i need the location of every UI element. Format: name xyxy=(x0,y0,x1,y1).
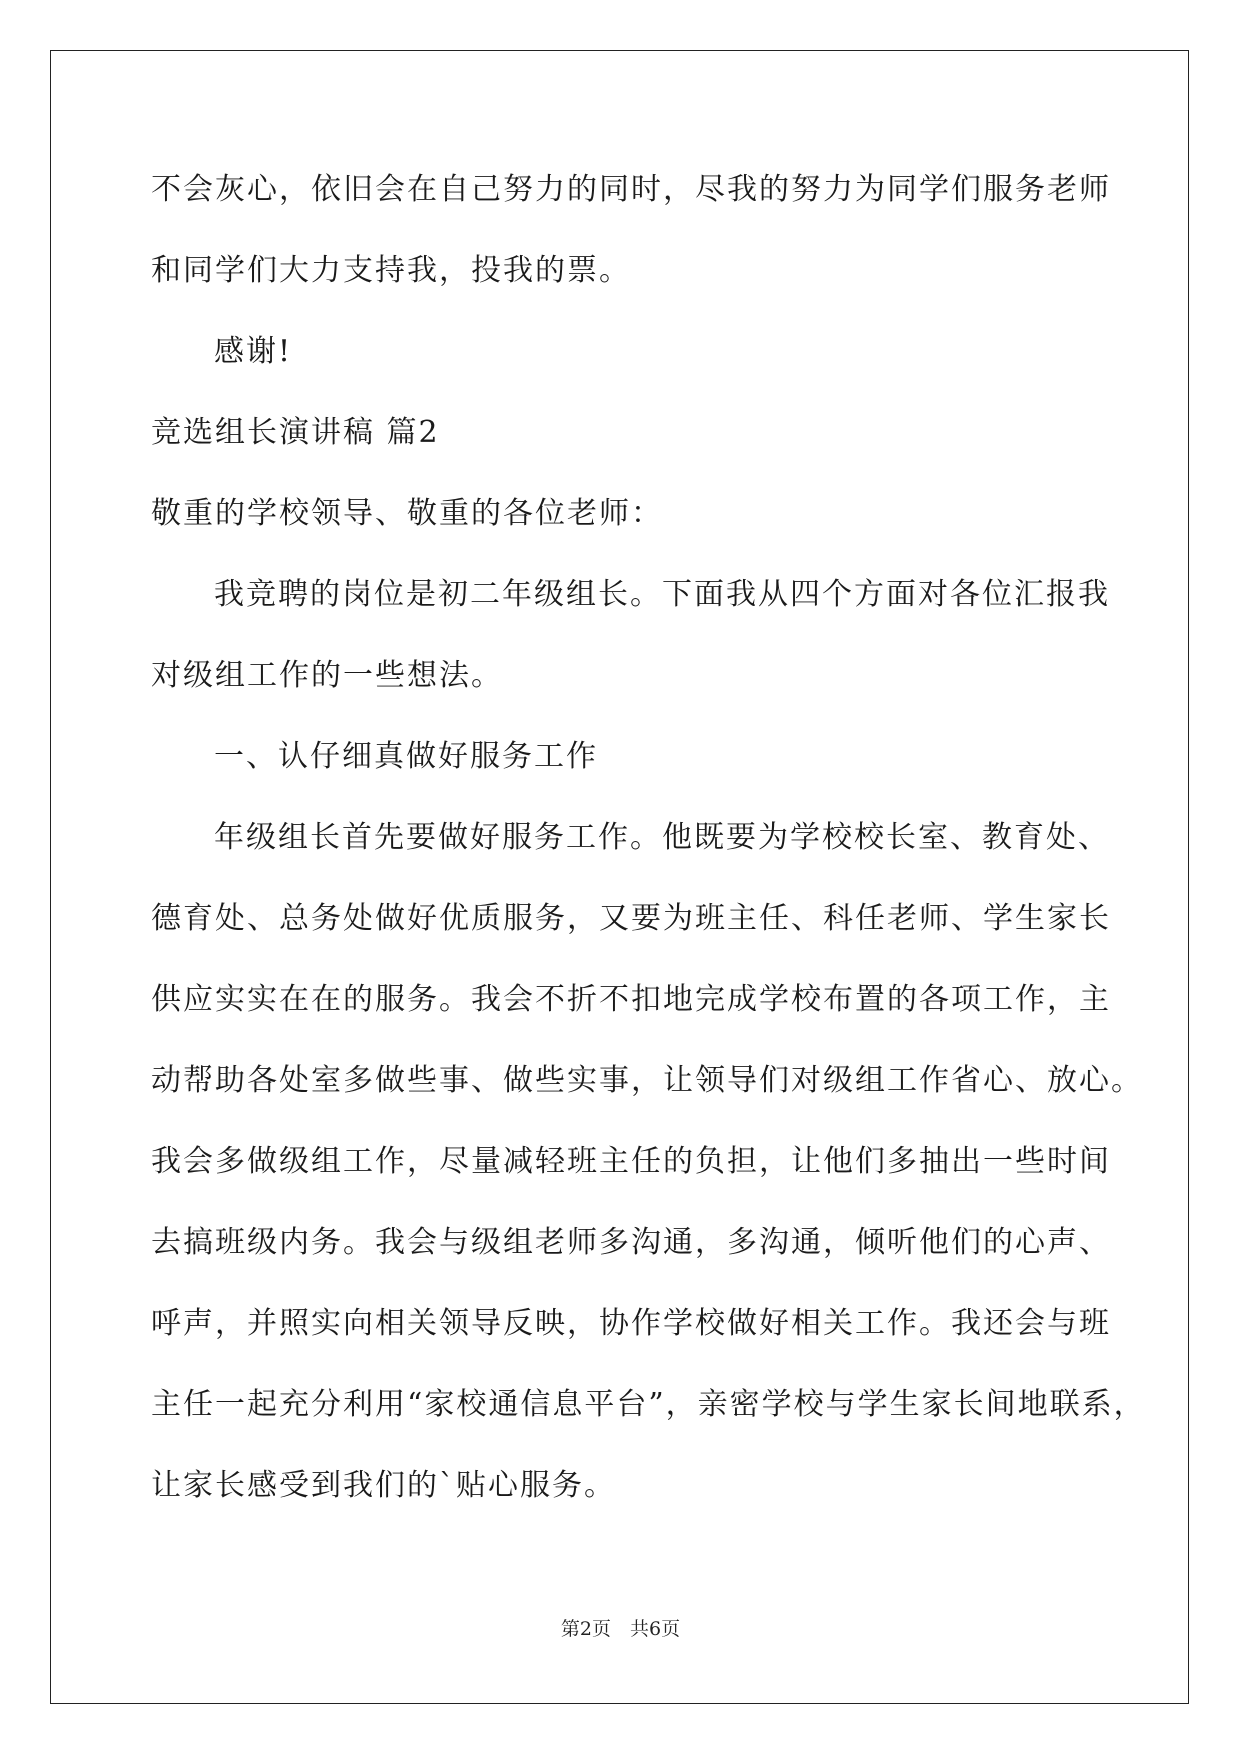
text-line: 供应实实在在的服务。我会不折不扣地完成学校布置的各项工作，主 xyxy=(151,982,1111,1017)
text-line: 德育处、总务处做好优质服务，又要为班主任、科任老师、学生家长 xyxy=(151,901,1111,936)
section-heading: 竞选组长演讲稿 篇2 xyxy=(151,415,440,450)
document-body xyxy=(151,163,1146,1540)
page-number-footer: 第2页 共6页 xyxy=(560,1618,681,1640)
text-line: 和同学们大力支持我，投我的票。 xyxy=(151,253,631,288)
subsection-heading: 一、认仔细真做好服务工作 xyxy=(214,739,598,774)
text-line: 去搞班级内务。我会与级组老师多沟通，多沟通，倾听他们的心声、 xyxy=(151,1225,1111,1260)
text-line: 呼声，并照实向相关领导反映，协作学校做好相关工作。我还会与班 xyxy=(151,1306,1111,1341)
thanks-line: 感谢! xyxy=(214,334,293,369)
text-line: 不会灰心，依旧会在自己努力的同时，尽我的努力为同学们服务老师 xyxy=(151,172,1111,207)
text-line: 让家长感受到我们的`贴心服务。 xyxy=(151,1468,616,1503)
salutation: 敬重的学校领导、敬重的各位老师： xyxy=(151,496,663,531)
text-line: 主任一起充分利用“家校通信息平台”，亲密学校与学生家长间地联系， xyxy=(151,1387,1146,1422)
text-line: 我竞聘的岗位是初二年级组长。下面我从四个方面对各位汇报我 xyxy=(214,577,1110,612)
text-line: 我会多做级组工作，尽量减轻班主任的负担，让他们多抽出一些时间 xyxy=(151,1144,1111,1179)
text-line: 动帮助各处室多做些事、做些实事，让领导们对级组工作省心、放心。 xyxy=(151,1063,1143,1098)
text-line: 年级组长首先要做好服务工作。他既要为学校校长室、教育处、 xyxy=(214,820,1110,855)
text-line: 对级组工作的一些想法。 xyxy=(151,658,503,693)
